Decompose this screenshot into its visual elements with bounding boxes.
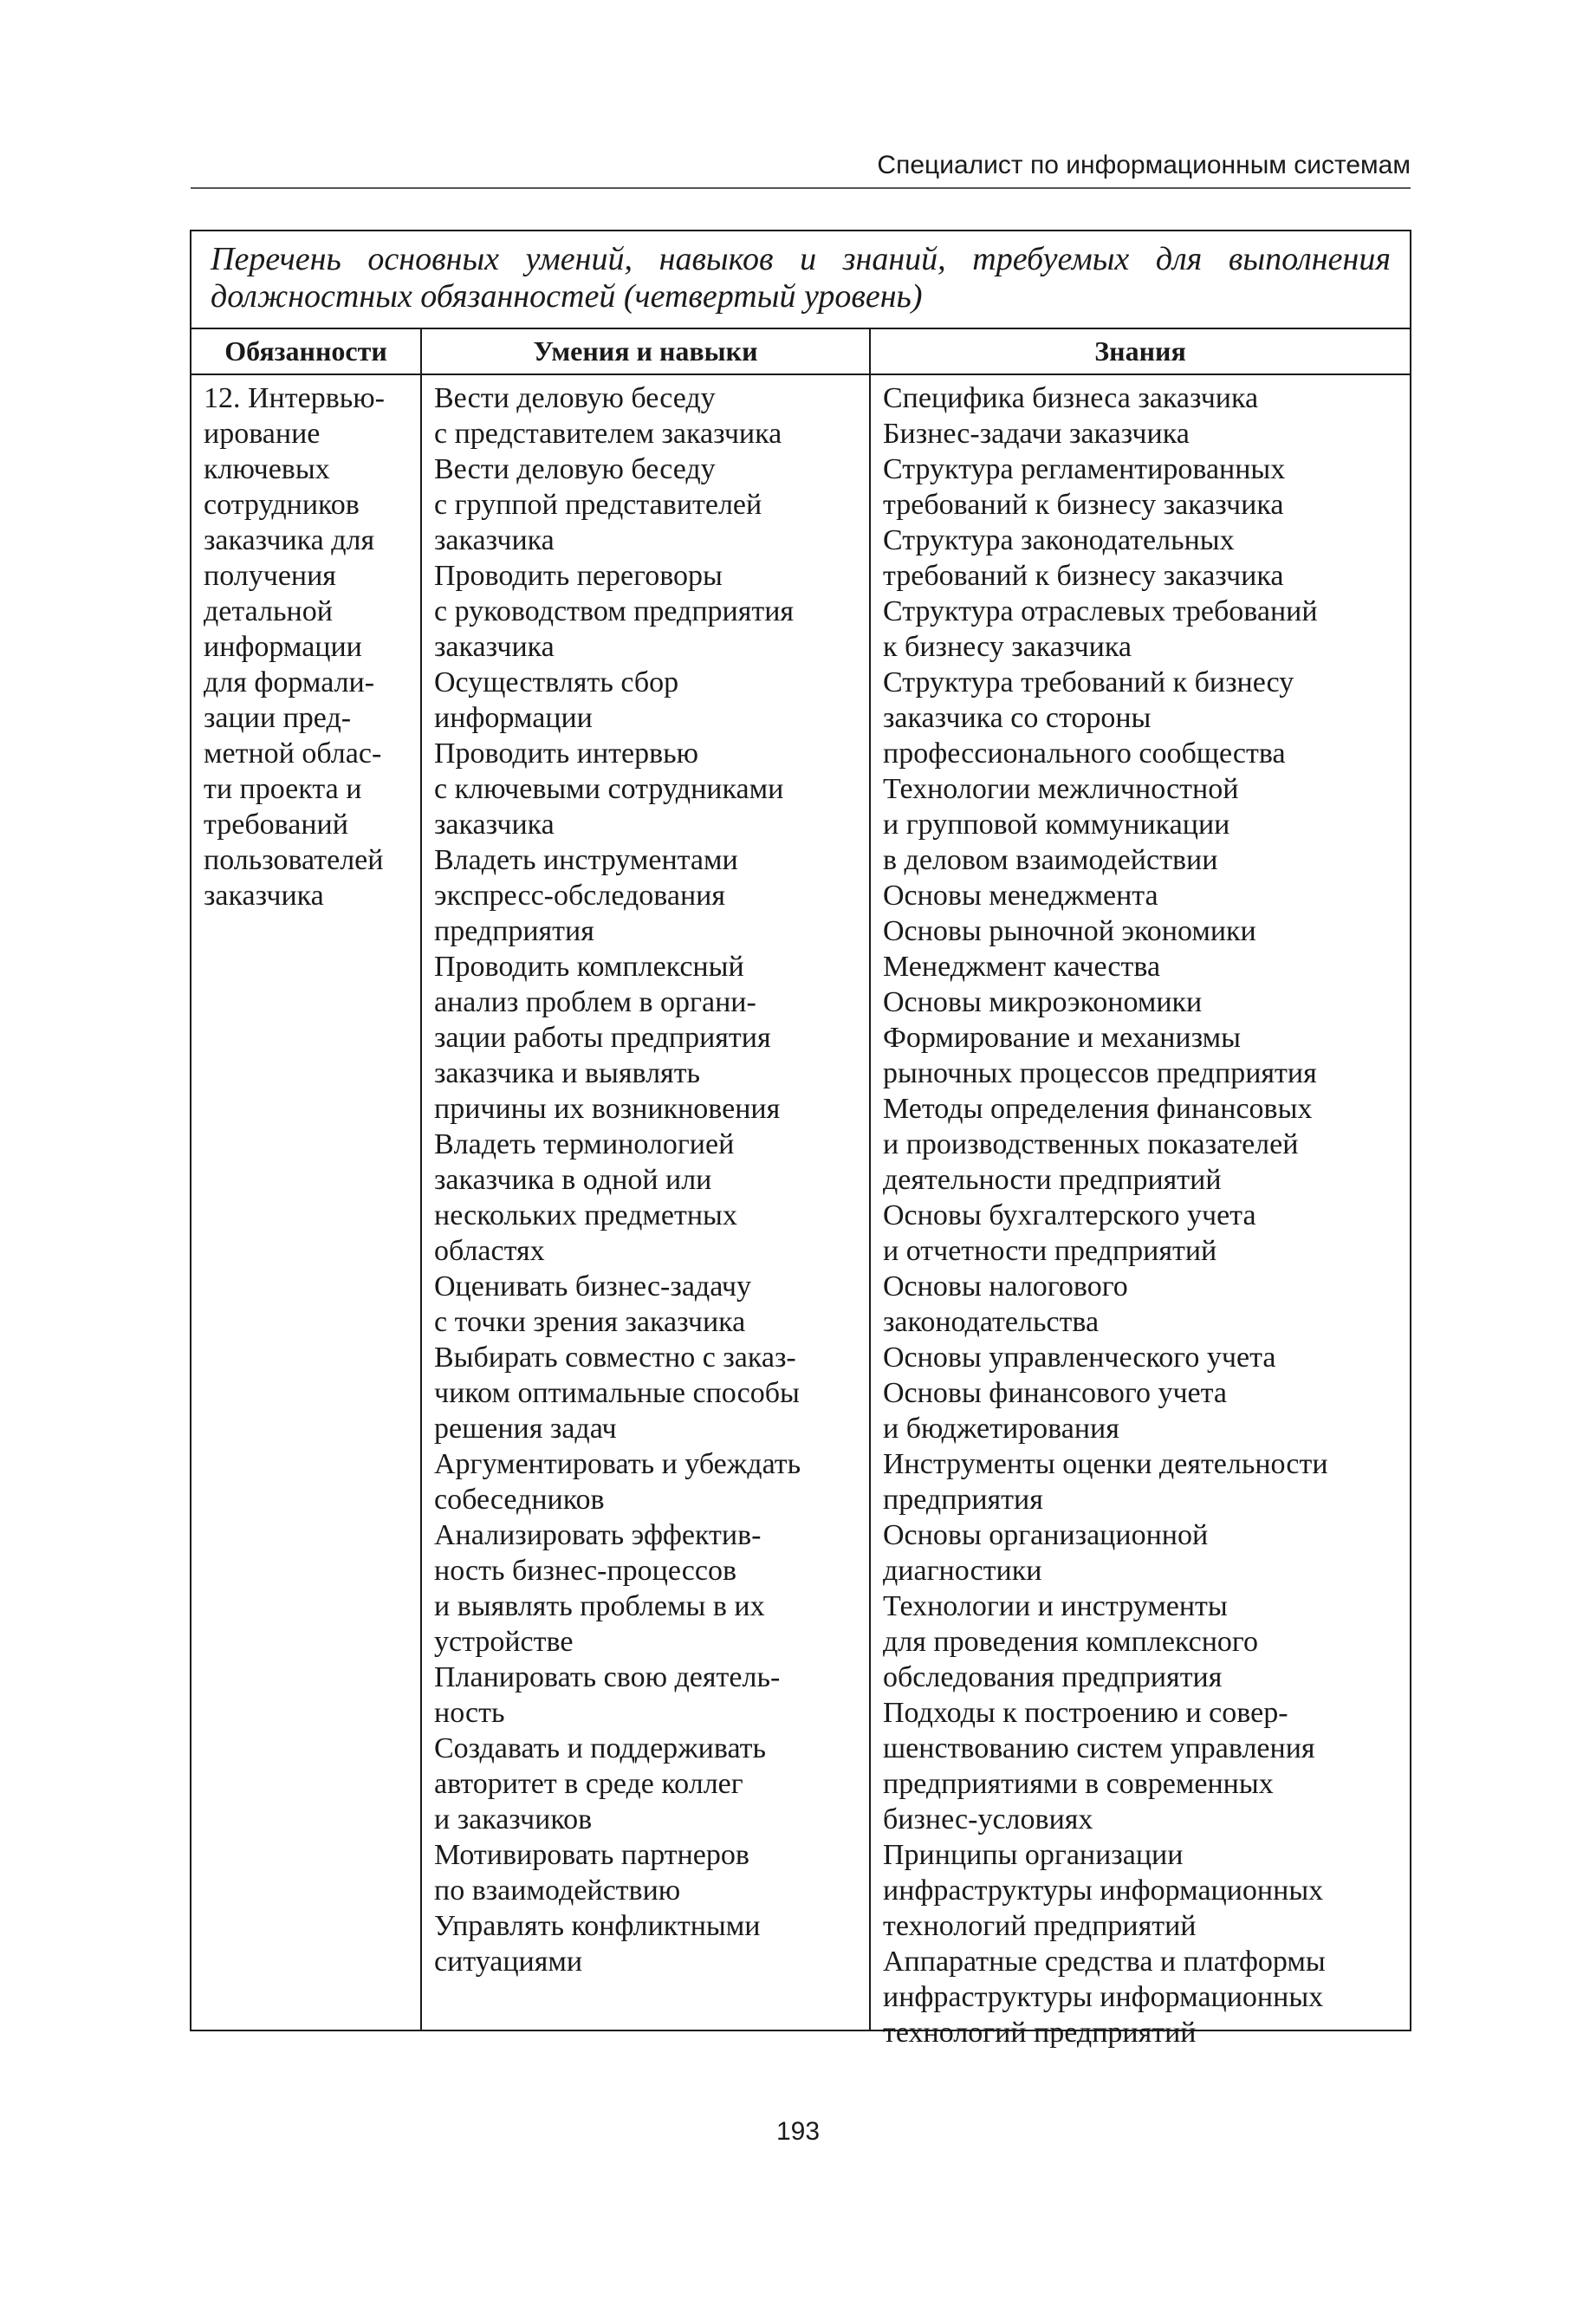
knowledge-text-line: заказчика со стороны [883, 702, 1152, 734]
page-number: 193 [775, 2117, 821, 2146]
knowledge-text-line: Основы менеджмента [883, 880, 1158, 912]
duty-text-line: заказчика для [204, 524, 375, 556]
knowledge-text-line: Технологии и инструменты [883, 1590, 1228, 1622]
knowledge-text-line: Структура отраслевых требований [883, 595, 1318, 627]
knowledge-text-line: инфраструктуры информационных [883, 1874, 1324, 1907]
knowledge-text-line: и отчетности предприятий [883, 1235, 1217, 1267]
knowledge-text-line: предприятиями в современных [883, 1768, 1274, 1800]
knowledge-text-line: Принципы организации [883, 1839, 1184, 1871]
skill-text-line: устройстве [434, 1626, 574, 1658]
skill-text-line: Анализировать эффектив- [434, 1519, 762, 1551]
knowledge-text-line: рыночных процессов предприятия [883, 1057, 1317, 1089]
duty-text-line: метной облас- [204, 737, 382, 770]
skill-text-line: предприятия [434, 915, 594, 947]
skill-text-line: анализ проблем в органи- [434, 986, 756, 1018]
skill-text-line: решения задач [434, 1413, 617, 1445]
skill-text-line: Владеть терминологией [434, 1128, 735, 1160]
knowledge-cell [883, 380, 1406, 2050]
duty-text-line: детальной [204, 595, 333, 627]
knowledge-text-line: обследования предприятия [883, 1661, 1223, 1693]
skill-text-line: заказчика в одной или [434, 1164, 712, 1196]
column-header-duties: Обязанности [224, 335, 387, 367]
skill-text-line: заказчика [434, 524, 555, 556]
skill-text-line: и выявлять проблемы в их [434, 1590, 765, 1622]
column-header-skills: Умения и навыки [533, 335, 758, 367]
skill-text-line: с ключевыми сотрудниками [434, 773, 784, 805]
knowledge-text-line: Подходы к построению и совер- [883, 1697, 1288, 1729]
knowledge-text-line: Формирование и механизмы [883, 1022, 1241, 1054]
duty-text-line: требований [204, 809, 348, 841]
skill-text-line: чиком оптимальные способы [434, 1377, 800, 1409]
skill-text-line: ситуациями [434, 1946, 583, 1978]
skill-text-line: собеседников [434, 1484, 605, 1516]
skill-text-line: экспресс-обследования [434, 880, 726, 912]
knowledge-text-line: Технологии межличностной [883, 773, 1239, 805]
duty-text-line: ирование [204, 418, 321, 450]
knowledge-text-line: профессионального сообщества [883, 737, 1286, 770]
duty-text-line: зации пред- [204, 702, 352, 734]
skill-text-line: Проводить переговоры [434, 560, 723, 592]
knowledge-text-line: диагностики [883, 1555, 1042, 1587]
skill-text-line: Аргументировать и убеждать [434, 1448, 801, 1480]
skill-text-line: Выбирать совместно с заказ- [434, 1342, 796, 1374]
skill-text-line: информации [434, 702, 593, 734]
knowledge-text-line: для проведения комплексного [883, 1626, 1258, 1658]
knowledge-text-line: Бизнес-задачи заказчика [883, 418, 1190, 450]
knowledge-text-line: Основы финансового учета [883, 1377, 1228, 1409]
skill-text-line: Вести деловую беседу [434, 453, 716, 485]
knowledge-text-line: требований к бизнесу заказчика [883, 560, 1284, 592]
duties-cell [204, 380, 417, 913]
skill-text-line: ность бизнес-процессов [434, 1555, 737, 1587]
knowledge-text-line: предприятия [883, 1484, 1043, 1516]
skill-text-line: заказчика и выявлять [434, 1057, 701, 1089]
knowledge-text-line: Специфика бизнеса заказчика [883, 382, 1259, 414]
knowledge-text-line: технологий предприятий [883, 2017, 1197, 2049]
knowledge-text-line: деятельности предприятий [883, 1164, 1222, 1196]
skill-text-line: нескольких предметных [434, 1199, 737, 1231]
header-rule [191, 187, 1411, 189]
skill-text-line: с представителем заказчика [434, 418, 782, 450]
knowledge-text-line: Основы рыночной экономики [883, 915, 1256, 947]
knowledge-text-line: Структура регламентированных [883, 453, 1286, 485]
knowledge-text-line: Аппаратные средства и платформы [883, 1946, 1326, 1978]
skill-text-line: с руководством предприятия [434, 595, 795, 627]
knowledge-text-line: инфраструктуры информационных [883, 1981, 1324, 2013]
knowledge-text-line: Менеджмент качества [883, 951, 1161, 983]
duty-text-line: информации [204, 631, 362, 663]
knowledge-text-line: и групповой коммуникации [883, 809, 1230, 841]
knowledge-text-line: законодательства [883, 1306, 1100, 1338]
skill-text-line: Проводить интервью [434, 737, 699, 770]
table-header-row [191, 329, 1410, 375]
skill-text-line: заказчика [434, 631, 555, 663]
knowledge-text-line: требований к бизнесу заказчика [883, 489, 1284, 521]
duty-text-line: ти проекта и [204, 773, 362, 805]
competency-table [190, 230, 1411, 2049]
duty-text-line: для формали- [204, 666, 375, 698]
knowledge-text-line: Основы налогового [883, 1270, 1128, 1303]
skill-text-line: и заказчиков [434, 1803, 593, 1835]
knowledge-text-line: к бизнесу заказчика [883, 631, 1132, 663]
knowledge-text-line: Основы организационной [883, 1519, 1209, 1551]
skill-text-line: заказчика [434, 809, 555, 841]
skill-text-line: Оценивать бизнес-задачу [434, 1270, 752, 1303]
skill-text-line: Мотивировать партнеров [434, 1839, 749, 1871]
skill-text-line: с точки зрения заказчика [434, 1306, 746, 1338]
skill-text-line: Управлять конфликтными [434, 1910, 761, 1942]
skill-text-line: Осуществлять сбор [434, 666, 679, 698]
knowledge-text-line: и производственных показателей [883, 1128, 1299, 1160]
skill-text-line: зации работы предприятия [434, 1022, 771, 1054]
skill-text-line: Проводить комплексный [434, 951, 744, 983]
duty-text-line: 12. Интервью- [204, 382, 385, 414]
column-divider [869, 329, 871, 2030]
knowledge-text-line: в деловом взаимодействии [883, 844, 1218, 876]
running-header: Специалист по информационным системам [877, 151, 1411, 179]
column-divider [420, 329, 422, 2030]
knowledge-text-line: Основы микроэкономики [883, 986, 1203, 1018]
skill-text-line: по взаимодействию [434, 1874, 681, 1907]
knowledge-text-line: Структура требований к бизнесу [883, 666, 1294, 698]
skill-text-line: ность [434, 1697, 505, 1729]
knowledge-text-line: бизнес-условиях [883, 1803, 1093, 1835]
skill-text-line: авторитет в среде коллег [434, 1768, 743, 1800]
skill-text-line: Владеть инструментами [434, 844, 738, 876]
column-header-knowledge: Знания [1094, 335, 1186, 367]
duty-text-line: получения [204, 560, 336, 592]
skills-cell [434, 380, 867, 1979]
skill-text-line: Планировать свою деятель- [434, 1661, 781, 1693]
table-caption: Перечень основных умений, навыков и знаний, требуемых для выполнения должностных обязанностей (четвертый уровень) [191, 231, 1410, 329]
skill-text-line: с группой представителей [434, 489, 762, 521]
duty-text-line: ключевых [204, 453, 330, 485]
duty-text-line: заказчика [204, 880, 324, 912]
knowledge-text-line: Основы управленческого учета [883, 1342, 1276, 1374]
duty-text-line: пользователей [204, 844, 384, 876]
duty-text-line: сотрудников [204, 489, 360, 521]
skill-text-line: областях [434, 1235, 545, 1267]
skill-text-line: причины их возникновения [434, 1093, 781, 1125]
knowledge-text-line: шенствованию систем управления [883, 1732, 1315, 1764]
knowledge-text-line: и бюджетирования [883, 1413, 1119, 1445]
knowledge-text-line: Методы определения финансовых [883, 1093, 1313, 1125]
skill-text-line: Создавать и поддерживать [434, 1732, 767, 1764]
knowledge-text-line: Основы бухгалтерского учета [883, 1199, 1256, 1231]
knowledge-text-line: Инструменты оценки деятельности [883, 1448, 1328, 1480]
knowledge-text-line: Структура законодательных [883, 524, 1235, 556]
knowledge-text-line: технологий предприятий [883, 1910, 1197, 1942]
skill-text-line: Вести деловую беседу [434, 382, 716, 414]
